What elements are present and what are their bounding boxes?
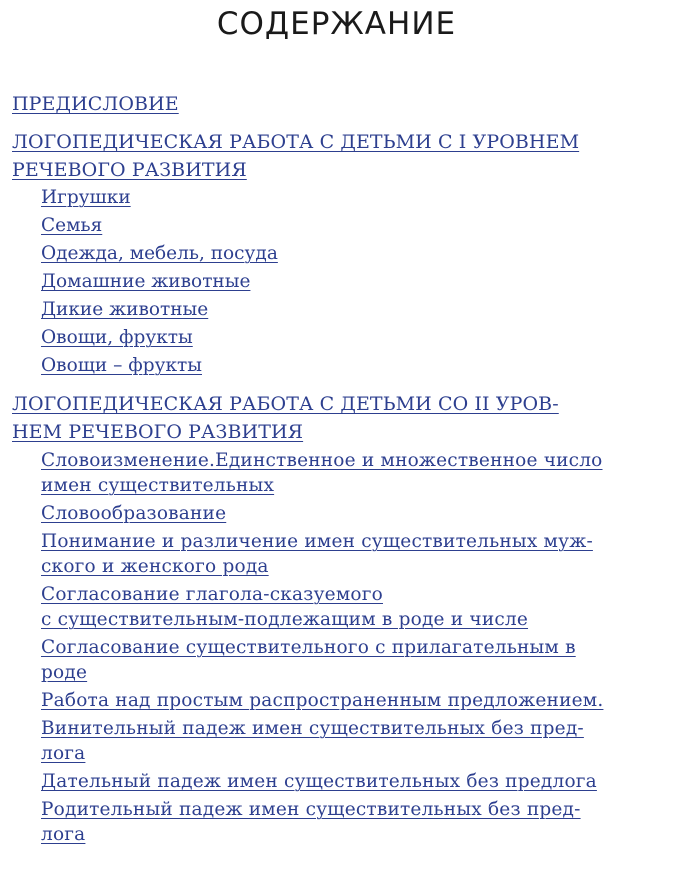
toc-link-clothes-furniture-dishes[interactable]: Одежда, мебель, посуда	[41, 243, 278, 264]
toc-item	[41, 769, 662, 794]
toc-item	[41, 688, 662, 713]
toc-link-adjective-agreement[interactable]	[41, 637, 576, 683]
toc-item	[41, 529, 662, 579]
toc-item-line-2: с существительным-подлежащим в роде и числе	[41, 609, 529, 630]
toc-item	[41, 716, 662, 766]
section-1-items	[41, 184, 662, 380]
section-2-title-line-1: ЛОГОПЕДИЧЕСКАЯ РАБОТА С ДЕТЬМИ СО II УРОВ-	[12, 393, 559, 415]
toc-item-line-1: Словообразование	[41, 503, 227, 524]
toc-link-domestic-animals[interactable]: Домашние животные	[41, 271, 251, 292]
toc-link-dative-case[interactable]	[41, 771, 597, 792]
section-2-title-line-2: НЕМ РЕЧЕВОГО РАЗВИТИЯ	[12, 421, 304, 443]
toc-item-line-2: лога	[41, 743, 86, 764]
toc-item	[41, 582, 662, 632]
toc-item-line-2: ского и женского рода	[41, 556, 269, 577]
toc-item	[41, 296, 662, 324]
toc-item-line-1: Родительный падеж имен существительных без пред-	[41, 799, 581, 820]
toc-link-genitive-case[interactable]	[41, 799, 581, 845]
table-of-contents	[12, 90, 662, 850]
toc-link-section-1[interactable]	[12, 128, 662, 184]
toc-item-line-1: Согласование существительного с прилагательным в	[41, 637, 576, 658]
toc-item	[41, 268, 662, 296]
toc-link-section-2[interactable]	[12, 390, 662, 446]
toc-item-line-1: Работа над простым распространенным предложением.	[41, 690, 604, 711]
toc-item-line-1: Дательный падеж имен существительных без предлога	[41, 771, 597, 792]
toc-item	[41, 448, 662, 498]
toc-link-simple-sentence[interactable]	[41, 690, 603, 711]
toc-link-wild-animals[interactable]: Дикие животные	[41, 299, 209, 320]
toc-link-preface[interactable]: ПРЕДИСЛОВИЕ	[12, 93, 179, 115]
toc-item	[41, 797, 662, 847]
toc-item-line-2: лога	[41, 824, 86, 845]
toc-item-line-2: имен существительных	[41, 475, 275, 496]
toc-link-toys[interactable]: Игрушки	[41, 187, 131, 208]
toc-item	[41, 240, 662, 268]
toc-link-vegetables-fruits[interactable]: Овощи, фрукты	[41, 327, 193, 348]
toc-item	[41, 212, 662, 240]
toc-link-gender-distinction[interactable]	[41, 531, 593, 577]
toc-item-line-1: Словоизменение.Единственное и множественное число	[41, 450, 603, 471]
section-1-title-line-1: ЛОГОПЕДИЧЕСКАЯ РАБОТА С ДЕТЬМИ С I УРОВНЕМ	[12, 131, 580, 153]
toc-item-line-1: Согласование глагола-сказуемого	[41, 584, 383, 605]
toc-link-accusative-case[interactable]	[41, 718, 584, 764]
toc-item-line-1: Понимание и различение имен существительных муж-	[41, 531, 593, 552]
toc-link-family[interactable]: Семья	[41, 215, 103, 236]
toc-link-vegetables-fruits-2[interactable]: Овощи – фрукты	[41, 355, 202, 376]
toc-item	[41, 635, 662, 685]
toc-item	[41, 184, 662, 212]
section-1-title-line-2: РЕЧЕВОГО РАЗВИТИЯ	[12, 159, 247, 181]
toc-item	[41, 324, 662, 352]
toc-item	[41, 501, 662, 526]
toc-link-word-change-number[interactable]	[41, 450, 603, 496]
section-2-items	[41, 448, 662, 847]
toc-item	[41, 352, 662, 380]
page-title: СОДЕРЖАНИЕ	[216, 6, 457, 42]
toc-item-line-2: роде	[41, 662, 88, 683]
toc-link-word-formation[interactable]	[41, 503, 226, 524]
toc-item-line-1: Винительный падеж имен существительных без пред-	[41, 718, 584, 739]
toc-link-verb-agreement[interactable]	[41, 584, 528, 630]
